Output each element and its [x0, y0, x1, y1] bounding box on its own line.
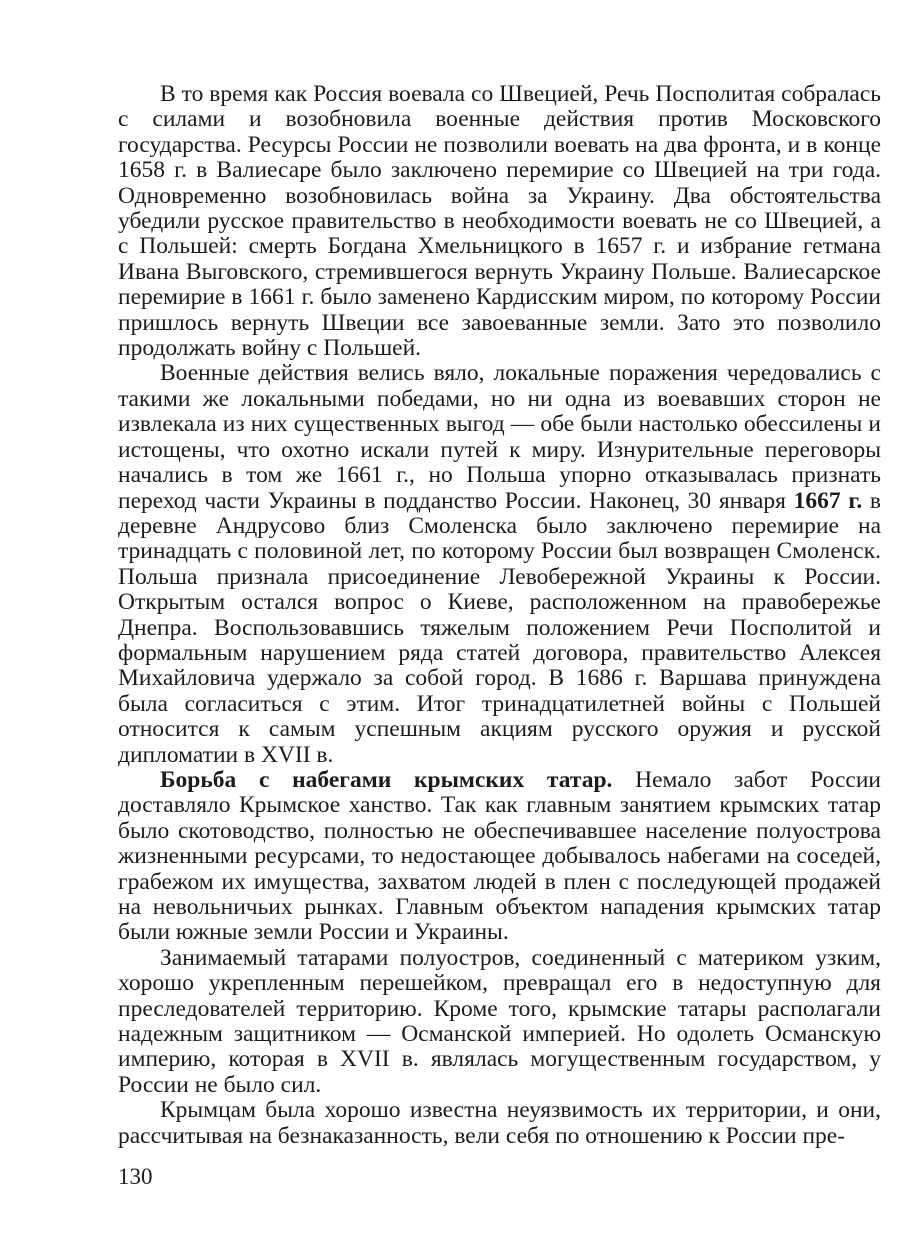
- paragraph-2: [118, 361, 881, 768]
- paragraph-1: [118, 82, 881, 361]
- paragraph-text: Немало забот России доставляло Крымское ханство. Так как главным занятием крымских татар было скотоводство, полностью не обеспечивавшее население полуострова жизненными ресурсами, то недостающее добывалось набегами на соседей, грабежом их имущества, захватом людей в плен с последующей продажей на невольничьих рынках. Главным объектом нападения крымских татар были южные земли России и Украины.: [118, 766, 881, 946]
- page-number: 130: [118, 1164, 153, 1189]
- paragraph-3: [118, 768, 881, 946]
- paragraph-text: Крымцам была хорошо известна неуязвимость их территории, и они, рассчитывая на безнаказанность, вели себя по отношению к России пре-: [118, 1097, 881, 1149]
- date-emphasis: 1667 г.: [793, 487, 863, 514]
- paragraph-text-continued: в деревне Андрусово близ Смоленска было заключено перемирие на тринадцать с половиной лет, по которому России был возвращен Смоленск. Польша признала присоединение Левобережной Украины к России. Открытым остался вопрос о Киеве, расположенном на правобережье Днепра. Воспользовавшись тяжелым положением Речи Посполитой и формальным нарушением ряда статей договора, правительство Алексея Михайловича удержало за собой город. В 1686 г. Варшава принуждена была согласиться с этим. Итог тринадцатилетней войны с Польшей относится к самым успешным акциям русского оружия и русской дипломатии в XVII в.: [118, 487, 881, 768]
- paragraph-4: [118, 946, 881, 1098]
- paragraph-text: Военные действия велись вяло, локальные поражения чередовались с такими же локальными победами, но ни одна из воевавших сторон не извлекала из них существенных выгод — обе были настолько обессилены и истощены, что охотно искали путей к миру. Изнурительные переговоры начались в том же 1661 г., но Польша упорно отказывалась признать переход части Украины в подданство России. Наконец, 30 января: [118, 360, 881, 514]
- paragraph-text: Занимаемый татарами полуостров, соединенный с материком узким, хорошо укрепленным перешейком, превращал его в недоступную для преследователей территорию. Кроме того, крымские татары располагали надежным защитником — Османской империей. Но одолеть Османскую империю, которая в XVII в. являлась могущественным государством, у России не было сил.: [118, 944, 881, 1098]
- body-text: [118, 82, 881, 1149]
- paragraph-text: В то время как Россия воевала со Швецией, Речь Посполитая собралась с силами и возобновила военные действия против Московского государства. Ресурсы России не позволили воевать на два фронта, и в конце 1658 г. в Валиесаре было заключено перемирие со Швецией на три года. Одновременно возобновилась война за Украину. Два обстоятельства убедили русское правительство в необходимости воевать не со Швецией, а с Польшей: смерть Богдана Хмельницкого в 1657 г. и избрание гетмана Ивана Выговского, стремившегося вернуть Украину Польше. Валиесарское перемирие в 1661 г. было заменено Кардисским миром, по которому России пришлось вернуть Швеции все завоеванные земли. Зато это позволило продолжать войну с Польшей.: [118, 81, 881, 362]
- section-heading: Борьба с набегами крымских татар.: [160, 766, 613, 793]
- paragraph-5: [118, 1098, 881, 1149]
